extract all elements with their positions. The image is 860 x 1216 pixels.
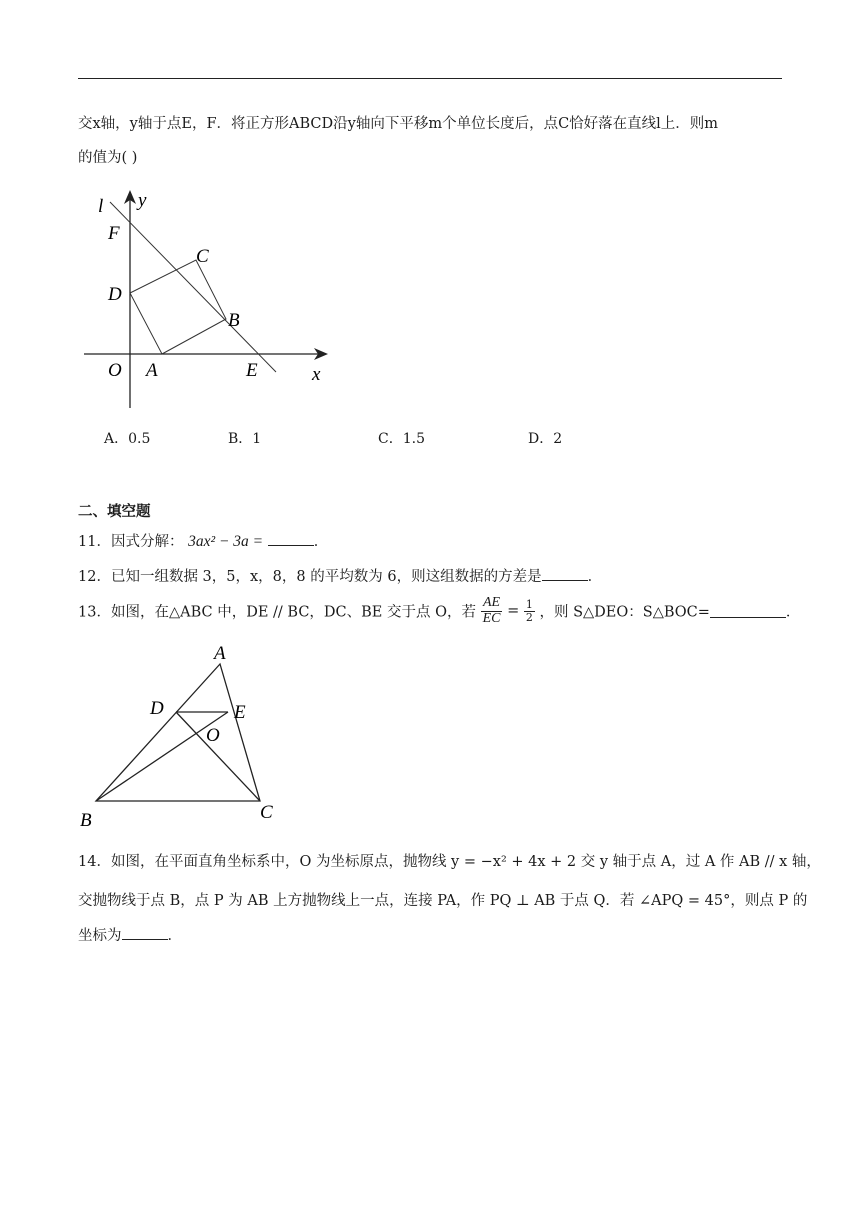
- q11: [78, 530, 328, 551]
- q10-line2: 的值为( ): [78, 150, 138, 166]
- q14-line1: 14．如图，在平面直角坐标系中，O 为坐标原点，抛物线 y = −x² + 4x + 2 交 y 轴于点 A，过 A 作 AB // x 轴，: [78, 854, 821, 870]
- label-y: y: [138, 190, 147, 211]
- q10-option-b[interactable]: B．1: [228, 431, 262, 447]
- q11-answer-blank[interactable]: [268, 533, 314, 546]
- label-C: C: [260, 802, 273, 823]
- q13-half-num: 1: [525, 598, 533, 612]
- q12-text: 12．已知一组数据 3，5，x，8，8 的平均数为 6，则这组数据的方差是: [78, 569, 542, 585]
- q14-line3: [78, 924, 182, 945]
- q10-option-a[interactable]: A．0.5: [104, 431, 151, 447]
- q11-prefix: 11．因式分解：: [78, 534, 184, 550]
- q14-line3-suffix: ．: [167, 928, 182, 944]
- q10-figure: [80, 186, 340, 412]
- q13-half-den: 2: [525, 610, 533, 624]
- label-l: l: [98, 196, 104, 217]
- label-C: C: [196, 246, 209, 267]
- q13-middle: ，则 S△DEO：S△BOC=: [539, 604, 710, 621]
- q13-figure: [78, 640, 288, 832]
- q13-fraction-half: [524, 599, 535, 623]
- q10-option-c[interactable]: C．1.5: [378, 431, 425, 447]
- label-A: A: [214, 643, 226, 664]
- q10-line1: 交x轴，y轴于点E，F．将正方形ABCD沿y轴向下平移m个单位长度后，点C恰好落在直线l上．则m: [78, 116, 719, 132]
- label-O: O: [108, 360, 122, 381]
- label-B: B: [80, 810, 92, 831]
- label-E: E: [246, 360, 258, 381]
- q14-line3-prefix: 坐标为: [78, 928, 122, 944]
- q12-answer-blank[interactable]: [542, 568, 588, 581]
- q13-fraction-ae-ec: [481, 596, 503, 626]
- q14-line2: 交抛物线于点 B，点 P 为 AB 上方抛物线上一点，连接 PA，作 PQ ⊥ AB 于点 Q．若 ∠APQ = 45°，则点 P 的: [78, 893, 808, 909]
- q11-suffix: ．: [313, 534, 329, 550]
- header-rule: [78, 78, 782, 79]
- q14-answer-blank[interactable]: [122, 927, 168, 940]
- q13-answer-blank[interactable]: [710, 605, 786, 618]
- q13-suffix: ．: [785, 604, 801, 621]
- q13: [78, 596, 800, 626]
- line-l: [110, 202, 276, 372]
- label-D: D: [108, 284, 122, 305]
- label-x: x: [312, 364, 321, 385]
- label-O: O: [206, 725, 220, 746]
- label-B: B: [228, 310, 240, 331]
- q13-prefix: 13．如图，在△ABC 中，DE // BC，DC、BE 交于点 O，若: [78, 604, 476, 621]
- q11-expression: 3ax² − 3a =: [188, 533, 264, 550]
- square-abcd: [130, 260, 226, 354]
- q12: [78, 565, 602, 586]
- label-F: F: [108, 223, 120, 244]
- label-E: E: [234, 702, 246, 723]
- triangle-abc: [96, 664, 260, 801]
- q13-frac-den: EC: [482, 610, 501, 626]
- section-title: 二、填空题: [78, 504, 151, 520]
- q10-option-d[interactable]: D．2: [528, 431, 563, 447]
- label-A: A: [146, 360, 158, 381]
- q12-suffix: ．: [587, 569, 603, 585]
- q13-eq: =: [507, 603, 520, 620]
- label-D: D: [150, 698, 164, 719]
- q13-frac-num: AE: [481, 596, 503, 612]
